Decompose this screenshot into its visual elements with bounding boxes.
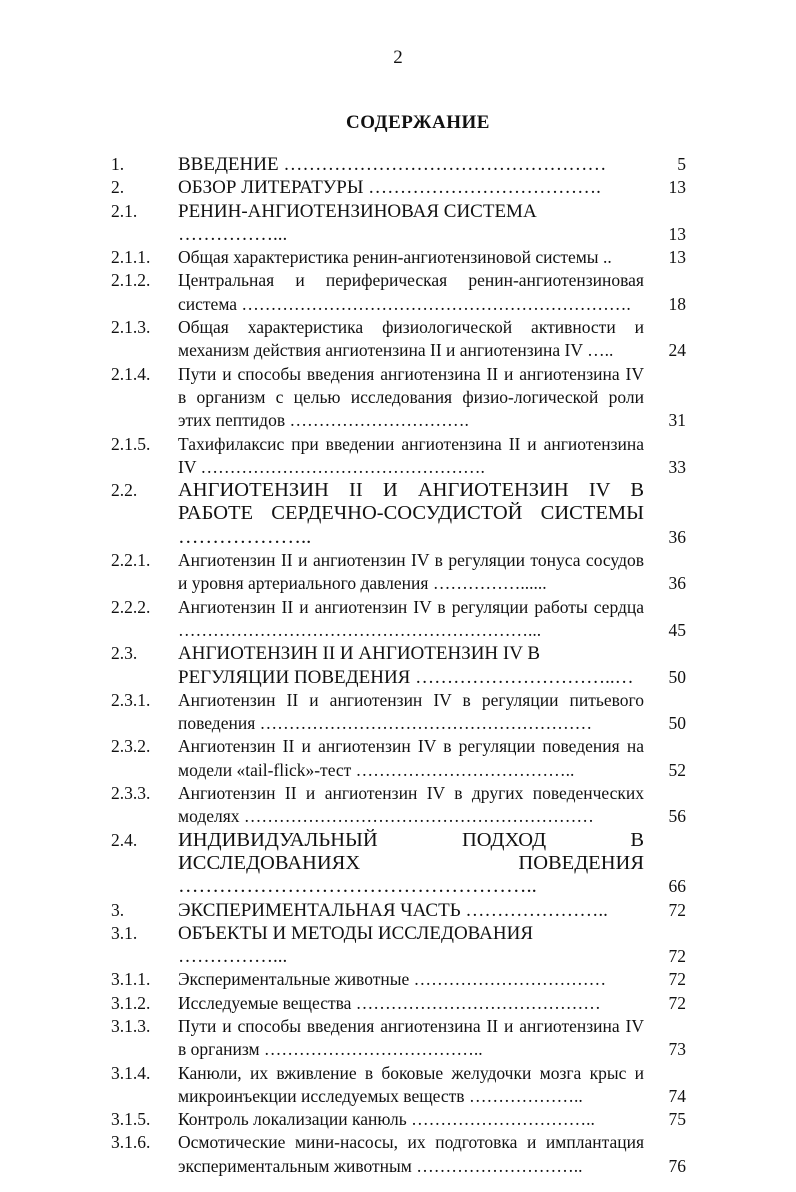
toc-entry-title: Ангиотензин II и ангиотензин IV в регуляции поведения на модели «tail-flick»-тест ……………………………….. (178, 736, 644, 780)
toc-entry-title: Экспериментальные животные …………………………… (178, 969, 607, 990)
toc-entry-3-1-1 (111, 968, 686, 991)
toc-entry-number: 3.1.6. (111, 1132, 151, 1153)
toc-entry-page: 13 (668, 247, 686, 268)
toc-entry-3-1-3 (111, 1015, 686, 1062)
toc-entry-2-3-1 (111, 689, 686, 736)
toc-entry-page: 13 (668, 177, 686, 198)
toc-entry-number: 3.1. (111, 922, 138, 943)
toc-entry-title: ОБЗОР ЛИТЕРАТУРЫ ………………………………. (178, 177, 601, 199)
toc-entry-page: 50 (668, 713, 686, 734)
toc-entry-1 (111, 153, 686, 176)
toc-entry-page: 72 (668, 969, 686, 990)
toc-entry-number: 2.2. (111, 480, 138, 501)
toc-entry-page: 56 (668, 806, 686, 827)
toc-entry-title: Центральная и периферическая ренин-ангиотензиновая система …………………………………………………………. (178, 270, 644, 314)
toc-entry-page: 72 (668, 946, 686, 967)
toc-entry-title: Пути и способы введения ангиотензина II и ангиотензина IV в организм с целью исследования физио-логической роли этих пептидов …………………………. (178, 363, 644, 431)
toc-entry-title: Ангиотензин II и ангиотензин IV в регуляции питьевого поведения ………………………………………………… (178, 689, 644, 734)
toc-entry-page: 75 (668, 1109, 686, 1130)
toc-entry-number: 2.3.1. (111, 689, 151, 710)
toc-entry-2-3-3 (111, 782, 686, 829)
toc-entry-page: 72 (668, 992, 686, 1013)
toc-entry-number: 3.1.3. (111, 1015, 151, 1036)
toc-entry-2 (111, 176, 686, 199)
toc-entry-2-4 (111, 829, 686, 899)
page-number: 2 (393, 47, 403, 68)
toc-entry-page: 33 (668, 456, 686, 477)
toc-entry-2-2-1 (111, 549, 686, 596)
toc-entry-page: 76 (668, 1155, 686, 1176)
toc-entry-number: 2.1.4. (111, 363, 151, 384)
toc-entry-page: 36 (668, 573, 686, 594)
toc-entry-page: 50 (668, 666, 686, 687)
toc-entry-2-2 (111, 479, 686, 549)
toc-entry-title: Тахифилаксис при введении ангиотензина II и ангиотензина IV …………………………………………. (178, 433, 644, 477)
toc-entry-page: 24 (668, 340, 686, 361)
toc-entry-page: 18 (668, 293, 686, 314)
toc-entry-number: 2.2.1. (111, 550, 151, 571)
toc-entry-page: 45 (668, 619, 686, 640)
toc-entry-3-1-4 (111, 1062, 686, 1109)
toc-entry-title: Ангиотензин II и ангиотензин IV в других поведенческих моделях …………………………………………………… (178, 783, 644, 827)
toc-entry-title: Исследуемые вещества …………………………………… (178, 992, 601, 1013)
toc-entry-title: ИНДИВИДУАЛЬНЫЙ ПОДХОД В ИССЛЕДОВАНИЯХ ПОВЕДЕНИЯ …………………………………………….. (178, 828, 644, 898)
toc-entry-2-1-5 (111, 433, 686, 480)
toc-entry-title: Ангиотензин II и ангиотензин IV в регуляции работы сердца ……………………………………………………... (178, 596, 644, 640)
toc-entry-title: ЭКСПЕРИМЕНТАЛЬНАЯ ЧАСТЬ ………………….. (178, 899, 608, 921)
toc-entry-2-3 (111, 642, 686, 689)
toc-entry-number: 2.4. (111, 829, 138, 850)
toc-entry-number: 3.1.5. (111, 1109, 151, 1130)
toc-entry-title: АНГИОТЕНЗИН II И АНГИОТЕНЗИН IV В РАБОТЕ СЕРДЕЧНО-СОСУДИСТОЙ СИСТЕМЫ ……………….. (178, 479, 644, 548)
toc-entry-page: 72 (668, 899, 686, 920)
toc-entry-number: 2. (111, 177, 125, 198)
table-of-contents (111, 153, 686, 1178)
toc-entry-number: 3.1.1. (111, 969, 151, 990)
toc-entry-number: 2.3. (111, 643, 138, 664)
toc-entry-title: Канюли, их вживление в боковые желудочки мозга крыс и микроинъекции исследуемых веществ ……………….. (178, 1062, 644, 1106)
toc-entry-3 (111, 899, 686, 922)
toc-entry-page: 74 (668, 1085, 686, 1106)
toc-entry-title: Пути и способы введения ангиотензина II и ангиотензина IV в организм ……………………………….. (178, 1015, 644, 1060)
toc-entry-title: Общая характеристика физиологической активности и механизм действия ангиотензина II и ангиотензина IV ….. (178, 317, 644, 361)
toc-entry-number: 3. (111, 899, 125, 920)
toc-entry-3-1-2 (111, 992, 686, 1015)
toc-entry-number: 1. (111, 154, 125, 174)
toc-entry-page: 13 (668, 223, 686, 244)
page-title: СОДЕРЖАНИЕ (346, 112, 490, 133)
toc-entry-number: 2.3.2. (111, 736, 151, 757)
toc-entry-page: 52 (668, 759, 686, 780)
toc-entry-number: 3.1.2. (111, 992, 151, 1013)
toc-entry-number: 3.1.4. (111, 1062, 151, 1083)
toc-entry-page: 5 (677, 154, 686, 174)
toc-entry-page: 31 (668, 410, 686, 431)
toc-entry-number: 2.1.3. (111, 317, 151, 338)
toc-entry-3-1-5 (111, 1108, 686, 1131)
toc-entry-3-1 (111, 922, 686, 969)
toc-entry-number: 2.3.3. (111, 783, 151, 804)
toc-entry-number: 2.1.1. (111, 247, 151, 268)
toc-entry-page: 73 (668, 1039, 686, 1060)
toc-entry-2-1-4 (111, 363, 686, 433)
toc-entry-2-1-1 (111, 246, 686, 269)
toc-entry-2-1-3 (111, 316, 686, 363)
toc-entry-page: 66 (668, 876, 686, 897)
toc-entry-number: 2.1.2. (111, 270, 151, 291)
toc-entry-number: 2.1. (111, 200, 138, 221)
toc-entry-page: 36 (668, 526, 686, 547)
toc-entry-2-1-2 (111, 269, 686, 316)
toc-entry-2-1 (111, 200, 686, 247)
toc-entry-title: ВВЕДЕНИЕ …………………………………………… (178, 154, 607, 175)
toc-entry-title: Осмотические мини-насосы, их подготовка и имплантация экспериментальным животным ……………………….. (178, 1132, 644, 1176)
toc-entry-title: Контроль локализации канюль ………………………….. (178, 1109, 595, 1130)
toc-entry-title: РЕНИН-АНГИОТЕНЗИНОВАЯ СИСТЕМА ……………... (178, 200, 537, 245)
toc-entry-number: 2.1.5. (111, 433, 151, 454)
toc-entry-title: Общая характеристика ренин-ангиотензиновой системы .. (178, 247, 612, 268)
toc-entry-3-1-6 (111, 1131, 686, 1178)
toc-entry-2-3-2 (111, 735, 686, 782)
toc-entry-number: 2.2.2. (111, 596, 151, 617)
toc-entry-2-2-2 (111, 596, 686, 643)
toc-entry-title: ОБЪЕКТЫ И МЕТОДЫ ИССЛЕДОВАНИЯ ……………... (178, 922, 533, 968)
toc-entry-title: АНГИОТЕНЗИН II И АНГИОТЕНЗИН IV В РЕГУЛЯЦИИ ПОВЕДЕНИЯ …………………………..… (178, 643, 634, 688)
toc-entry-title: Ангиотензин II и ангиотензин IV в регуляции тонуса сосудов и уровня артериального давления ……………...... (178, 550, 644, 594)
